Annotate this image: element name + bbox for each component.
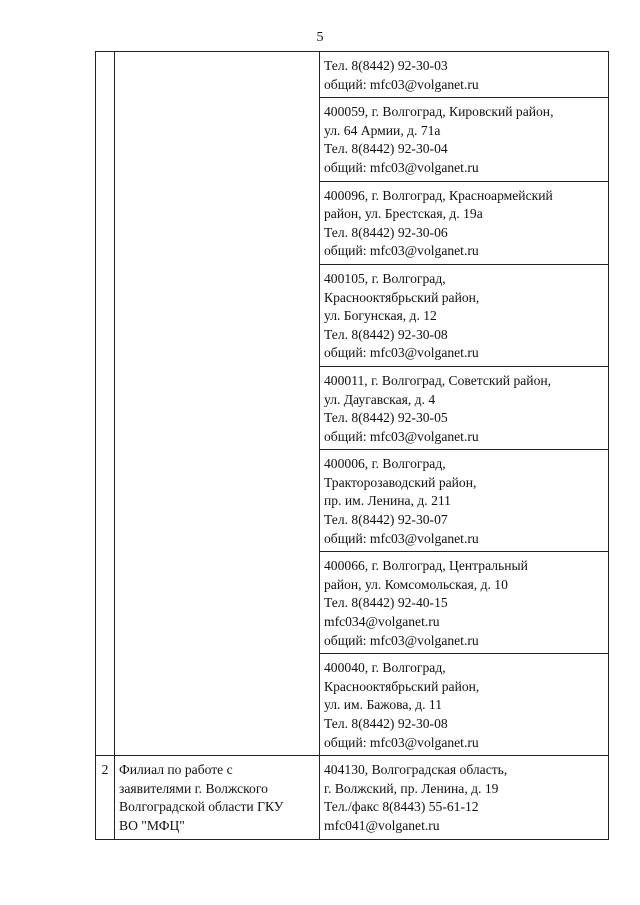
address-line: 400006, г. Волгоград, [324,456,446,472]
address-line: Тракторозаводский район, [324,474,477,490]
address-line: Тел. 8(8442) 92-30-07 [324,512,448,528]
row-number-cell: 2 [96,756,115,839]
address-line: 400059, г. Волгоград, Кировский район, [324,104,554,120]
address-line: 400066, г. Волгоград, Центральный [324,558,528,574]
address-line: mfc034@volganet.ru [324,614,440,630]
address-line: район, ул. Комсомольская, д. 10 [324,576,508,592]
address-line: общий: mfc03@volganet.ru [324,345,479,361]
address-line: Краснооктябрьский район, [324,289,480,305]
address-line: Тел. 8(8442) 92-30-03 [324,58,448,73]
address-cell [320,366,609,449]
branches-table-body [96,52,609,840]
address-cell [320,98,609,181]
address-cell [320,756,609,839]
row-number-cell [96,52,115,756]
branch-name-line: заявителями г. Волжского [119,780,268,796]
branch-name-line: Филиал по работе с [119,762,233,778]
address-line: Тел. 8(8442) 92-30-05 [324,410,448,426]
address-line: Тел. 8(8442) 92-30-08 [324,326,448,342]
address-line: Тел. 8(8442) 92-30-08 [324,716,448,731]
address-line: район, ул. Брестская, д. 19а [324,206,483,222]
branch-name-line: ВО "МФЦ" [119,817,185,833]
address-line: Краснооктябрьский район, [324,678,480,694]
address-line: общий: mfc03@volganet.ru [324,530,479,546]
address-line: общий: mfc03@volganet.ru [324,428,479,444]
address-line: ул. Даугавская, д. 4 [324,391,436,407]
address-line: общий: mfc03@volganet.ru [324,734,479,750]
address-line: 400011, г. Волгоград, Советский район, [324,372,552,388]
address-line: Тел. 8(8442) 92-40-15 [324,595,448,611]
address-line: общий: mfc03@volganet.ru [324,243,479,259]
address-line: Тел. 8(8442) 92-30-06 [324,224,448,240]
address-line: 400105, г. Волгоград, [324,270,446,286]
address-cell [320,654,609,756]
address-line: г. Волжский, пр. Ленина, д. 19 [324,780,499,796]
page-number: 5 [316,30,324,45]
branch-name-line: Волгоградской области ГКУ [119,799,284,815]
address-cell [320,264,609,366]
address-line: пр. им. Ленина, д. 211 [324,493,451,509]
address-cell [320,181,609,264]
address-line: общий: mfc03@volganet.ru [324,76,479,92]
address-line: ул. 64 Армии, д. 71а [324,122,441,138]
address-cell [320,552,609,654]
table-row [96,52,609,98]
address-cell [320,52,609,98]
branch-name-cell [115,756,320,839]
address-line: ул. им. Бажова, д. 11 [324,697,443,713]
address-line: mfc041@volganet.ru [324,817,440,833]
address-line: 400040, г. Волгоград, [324,660,446,676]
branch-name-cell [115,52,320,756]
address-line: ул. Богунская, д. 12 [324,308,437,324]
table-row [96,756,609,839]
address-line: 404130, Волгоградская область, [324,762,508,778]
address-line: общий: mfc03@volganet.ru [324,159,479,175]
address-line: общий: mfc03@volganet.ru [324,632,479,648]
address-line: Тел./факс 8(8443) 55-61-12 [324,799,479,815]
address-line: Тел. 8(8442) 92-30-04 [324,141,448,157]
address-line: 400096, г. Волгоград, Красноармейский [324,187,553,203]
address-cell [320,450,609,552]
branches-table [95,51,609,840]
